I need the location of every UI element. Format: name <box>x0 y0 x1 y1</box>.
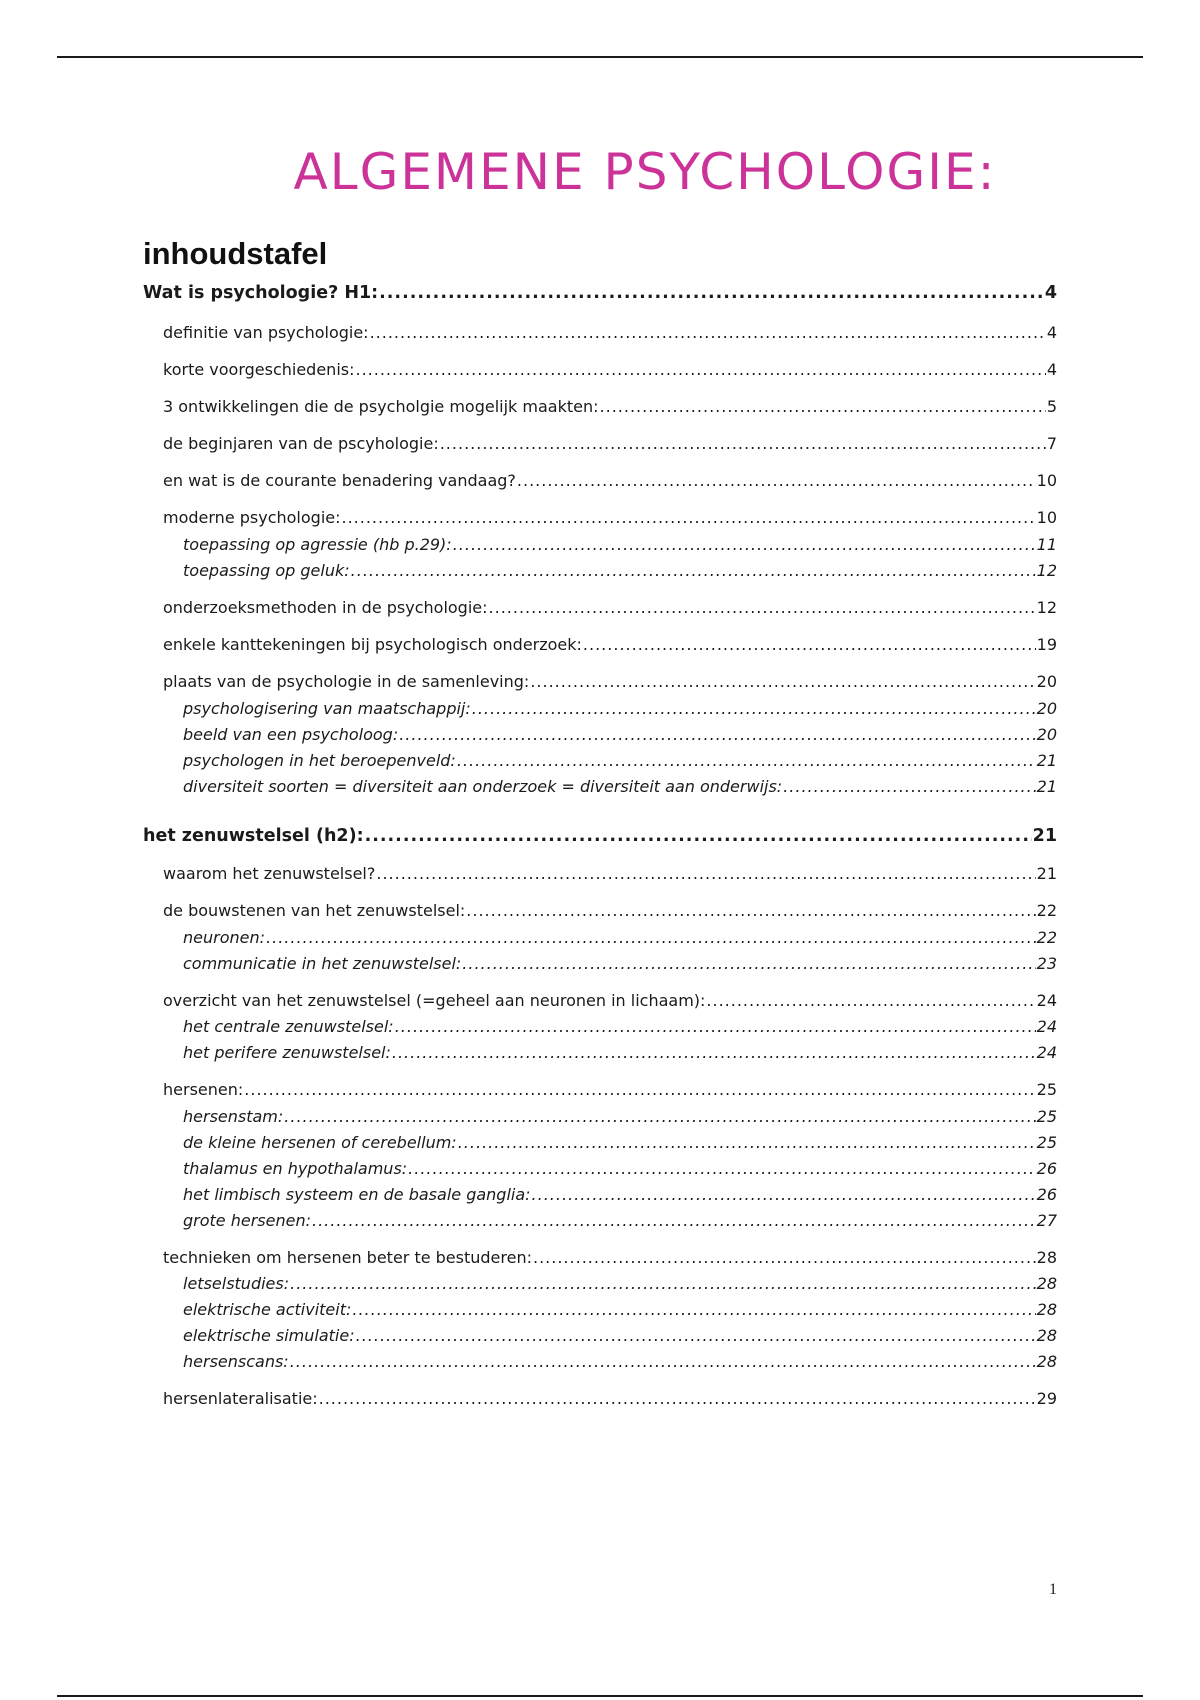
toc-entry-label: plaats van de psychologie in de samenleving: <box>163 672 530 691</box>
toc-entry[interactable] <box>163 471 1057 490</box>
toc-entry-label: korte voorgeschiedenis: <box>163 360 355 379</box>
toc-entry[interactable] <box>183 751 1057 770</box>
toc-entry[interactable] <box>183 535 1057 554</box>
toc-entry-label: definitie van psychologie: <box>163 323 369 342</box>
toc-leader-dots <box>266 928 1036 947</box>
toc-entry[interactable] <box>183 1133 1057 1152</box>
toc-leader-dots <box>533 1248 1036 1267</box>
toc-entry[interactable] <box>183 699 1057 718</box>
toc-entry-label: en wat is de courante benadering vandaag? <box>163 471 516 490</box>
toc-entry[interactable] <box>163 508 1057 527</box>
toc-entry-page: 10 <box>1036 471 1057 490</box>
toc-entry[interactable] <box>183 1300 1057 1319</box>
toc-entry[interactable] <box>163 323 1057 342</box>
toc-entry-page: 4 <box>1046 323 1057 342</box>
toc-leader-dots <box>462 954 1035 973</box>
toc-leader-dots <box>517 471 1036 490</box>
document-title: ALGEMENE PSYCHOLOGIE: <box>293 143 997 201</box>
toc-leader-dots <box>466 901 1035 920</box>
toc-leader-dots <box>355 360 1045 379</box>
toc-entry[interactable] <box>183 954 1057 973</box>
toc-entry-label: de bouwstenen van het zenuwstelsel: <box>163 901 466 920</box>
toc-leader-dots <box>392 1043 1036 1062</box>
toc-heading: inhoudstafel <box>143 236 328 271</box>
toc-entry-page: 24 <box>1036 1017 1057 1036</box>
toc-leader-dots <box>370 323 1046 342</box>
toc-entry-label: moderne psychologie: <box>163 508 341 527</box>
toc-entry[interactable] <box>183 1043 1057 1062</box>
toc-entry-page: 21 <box>1032 826 1057 846</box>
toc-entry-page: 27 <box>1036 1211 1057 1230</box>
toc-leader-dots <box>706 991 1035 1010</box>
toc-entry-label: enkele kanttekeningen bij psychologisch onderzoek: <box>163 635 582 654</box>
toc-entry[interactable] <box>183 1274 1057 1293</box>
toc-entry-page: 24 <box>1036 1043 1057 1062</box>
toc-leader-dots <box>342 508 1036 527</box>
toc-entry[interactable] <box>183 725 1057 744</box>
toc-entry-page: 28 <box>1036 1326 1057 1345</box>
toc-entry-page: 4 <box>1044 283 1057 303</box>
toc-leader-dots <box>440 434 1046 453</box>
toc-leader-dots <box>365 826 1032 846</box>
toc-entry-label: het centrale zenuwstelsel: <box>183 1017 394 1036</box>
toc-entry[interactable] <box>163 598 1057 617</box>
toc-entry-label: de beginjaren van de pscyhologie: <box>163 434 439 453</box>
toc-leader-dots <box>472 699 1036 718</box>
toc-leader-dots <box>244 1080 1035 1099</box>
toc-entry[interactable] <box>183 1107 1057 1126</box>
toc-entry-label: psychologisering van maatschappij: <box>183 699 471 718</box>
page-number: 1 <box>1049 1581 1057 1598</box>
toc-entry-label: hersenen: <box>163 1080 244 1099</box>
toc-entry-page: 20 <box>1036 725 1057 744</box>
toc-leader-dots <box>352 1300 1035 1319</box>
toc-leader-dots <box>457 751 1036 770</box>
toc-entry-label: overzicht van het zenuwstelsel (=geheel aan neuronen in lichaam): <box>163 991 706 1010</box>
toc-entry-label: toepassing op agressie (hb p.29): <box>183 535 452 554</box>
toc-entry-page: 22 <box>1036 901 1057 920</box>
toc-entry-page: 20 <box>1036 672 1057 691</box>
toc-leader-dots <box>376 864 1035 883</box>
toc-entry-page: 24 <box>1036 991 1057 1010</box>
toc-leader-dots <box>395 1017 1036 1036</box>
toc-entry-page: 5 <box>1046 397 1057 416</box>
toc-leader-dots <box>408 1159 1035 1178</box>
toc-entry-label: hersenlateralisatie: <box>163 1389 318 1408</box>
toc-leader-dots <box>530 672 1035 691</box>
toc-entry-page: 23 <box>1036 954 1057 973</box>
toc-leader-dots <box>284 1107 1035 1126</box>
toc-entry-page: 19 <box>1036 635 1057 654</box>
toc-entry-page: 10 <box>1036 508 1057 527</box>
toc-entry-label: communicatie in het zenuwstelsel: <box>183 954 462 973</box>
toc-entry[interactable] <box>163 991 1057 1010</box>
toc-entry-label: Wat is psychologie? H1: <box>143 283 379 303</box>
toc-entry[interactable] <box>183 1352 1057 1371</box>
toc-entry[interactable] <box>183 777 1057 796</box>
toc-entry-label: technieken om hersenen beter te bestuderen: <box>163 1248 532 1267</box>
toc-entry-label: het limbisch systeem en de basale ganglia: <box>183 1185 531 1204</box>
toc-entry-label: het perifere zenuwstelsel: <box>183 1043 391 1062</box>
toc-entry-page: 11 <box>1036 535 1057 554</box>
toc-entry[interactable] <box>183 928 1057 947</box>
toc-leader-dots <box>379 283 1044 303</box>
toc-entry[interactable] <box>183 1326 1057 1345</box>
toc-entry-page: 26 <box>1036 1159 1057 1178</box>
toc-entry-page: 28 <box>1036 1248 1057 1267</box>
toc-leader-dots <box>600 397 1046 416</box>
toc-entry[interactable] <box>163 1248 1057 1267</box>
toc-entry-label: elektrische activiteit: <box>183 1300 352 1319</box>
toc-entry[interactable] <box>163 672 1057 691</box>
toc-entry-page: 21 <box>1036 751 1057 770</box>
toc-entry-page: 26 <box>1036 1185 1057 1204</box>
toc-leader-dots <box>783 777 1035 796</box>
toc-entry-label: thalamus en hypothalamus: <box>183 1159 408 1178</box>
toc-entry-page: 7 <box>1046 434 1057 453</box>
toc-entry-label: onderzoeksmethoden in de psychologie: <box>163 598 488 617</box>
toc-entry[interactable] <box>143 826 1057 846</box>
toc-leader-dots <box>312 1211 1036 1230</box>
toc-entry-page: 25 <box>1036 1133 1057 1152</box>
toc-entry-page: 28 <box>1036 1300 1057 1319</box>
toc-leader-dots <box>319 1389 1036 1408</box>
toc-leader-dots <box>356 1326 1036 1345</box>
toc-entry-page: 12 <box>1036 561 1057 580</box>
toc-entry[interactable] <box>163 434 1057 453</box>
toc-leader-dots <box>583 635 1036 654</box>
toc-entry[interactable] <box>163 864 1057 883</box>
toc-entry-page: 20 <box>1036 699 1057 718</box>
toc-entry[interactable] <box>163 397 1057 416</box>
toc-entry-label: elektrische simulatie: <box>183 1326 355 1345</box>
toc-entry-page: 25 <box>1036 1107 1057 1126</box>
toc-entry-label: het zenuwstelsel (h2): <box>143 826 364 846</box>
toc-leader-dots <box>399 725 1035 744</box>
toc-entry[interactable] <box>163 1080 1057 1099</box>
toc-entry-label: hersenstam: <box>183 1107 284 1126</box>
toc-entry-label: waarom het zenuwstelsel? <box>163 864 376 883</box>
toc-entry[interactable] <box>163 901 1057 920</box>
toc-entry-label: hersenscans: <box>183 1352 289 1371</box>
toc-entry-label: diversiteit soorten = diversiteit aan onderzoek = diversiteit aan onderwijs: <box>183 777 783 796</box>
toc-leader-dots <box>290 1274 1036 1293</box>
toc-entry-page: 28 <box>1036 1352 1057 1371</box>
toc-entry-label: letselstudies: <box>183 1274 290 1293</box>
toc-entry[interactable] <box>143 283 1057 303</box>
toc-leader-dots <box>489 598 1036 617</box>
toc-entry-label: neuronen: <box>183 928 266 947</box>
toc-entry-page: 22 <box>1036 928 1057 947</box>
toc-leader-dots <box>453 535 1036 554</box>
toc-entry[interactable] <box>163 635 1057 654</box>
toc-entry-label: beeld van een psycholoog: <box>183 725 399 744</box>
toc-leader-dots <box>351 561 1036 580</box>
toc-entry-label: 3 ontwikkelingen die de psycholgie mogelijk maakten: <box>163 397 599 416</box>
bottom-rule <box>57 1695 1143 1697</box>
toc-entry-page: 21 <box>1036 864 1057 883</box>
toc-entry-page: 29 <box>1036 1389 1057 1408</box>
toc-entry-page: 28 <box>1036 1274 1057 1293</box>
toc-entry-label: psychologen in het beroepenveld: <box>183 751 456 770</box>
toc-entry-label: toepassing op geluk: <box>183 561 350 580</box>
toc-entry-label: grote hersenen: <box>183 1211 311 1230</box>
toc-entry[interactable] <box>163 1389 1057 1408</box>
toc-leader-dots <box>458 1133 1036 1152</box>
toc-entry-label: de kleine hersenen of cerebellum: <box>183 1133 457 1152</box>
toc-entry-page: 21 <box>1036 777 1057 796</box>
toc-entry[interactable] <box>163 360 1057 379</box>
toc-entry[interactable] <box>183 1211 1057 1230</box>
toc-entry-page: 12 <box>1036 598 1057 617</box>
toc-entry-page: 4 <box>1046 360 1057 379</box>
toc-leader-dots <box>532 1185 1036 1204</box>
toc-entry-page: 25 <box>1036 1080 1057 1099</box>
toc-entry[interactable] <box>183 1017 1057 1036</box>
top-rule <box>57 56 1143 58</box>
toc-leader-dots <box>290 1352 1036 1371</box>
toc-entry[interactable] <box>183 1159 1057 1178</box>
toc-entry[interactable] <box>183 1185 1057 1204</box>
toc-entry[interactable] <box>183 561 1057 580</box>
